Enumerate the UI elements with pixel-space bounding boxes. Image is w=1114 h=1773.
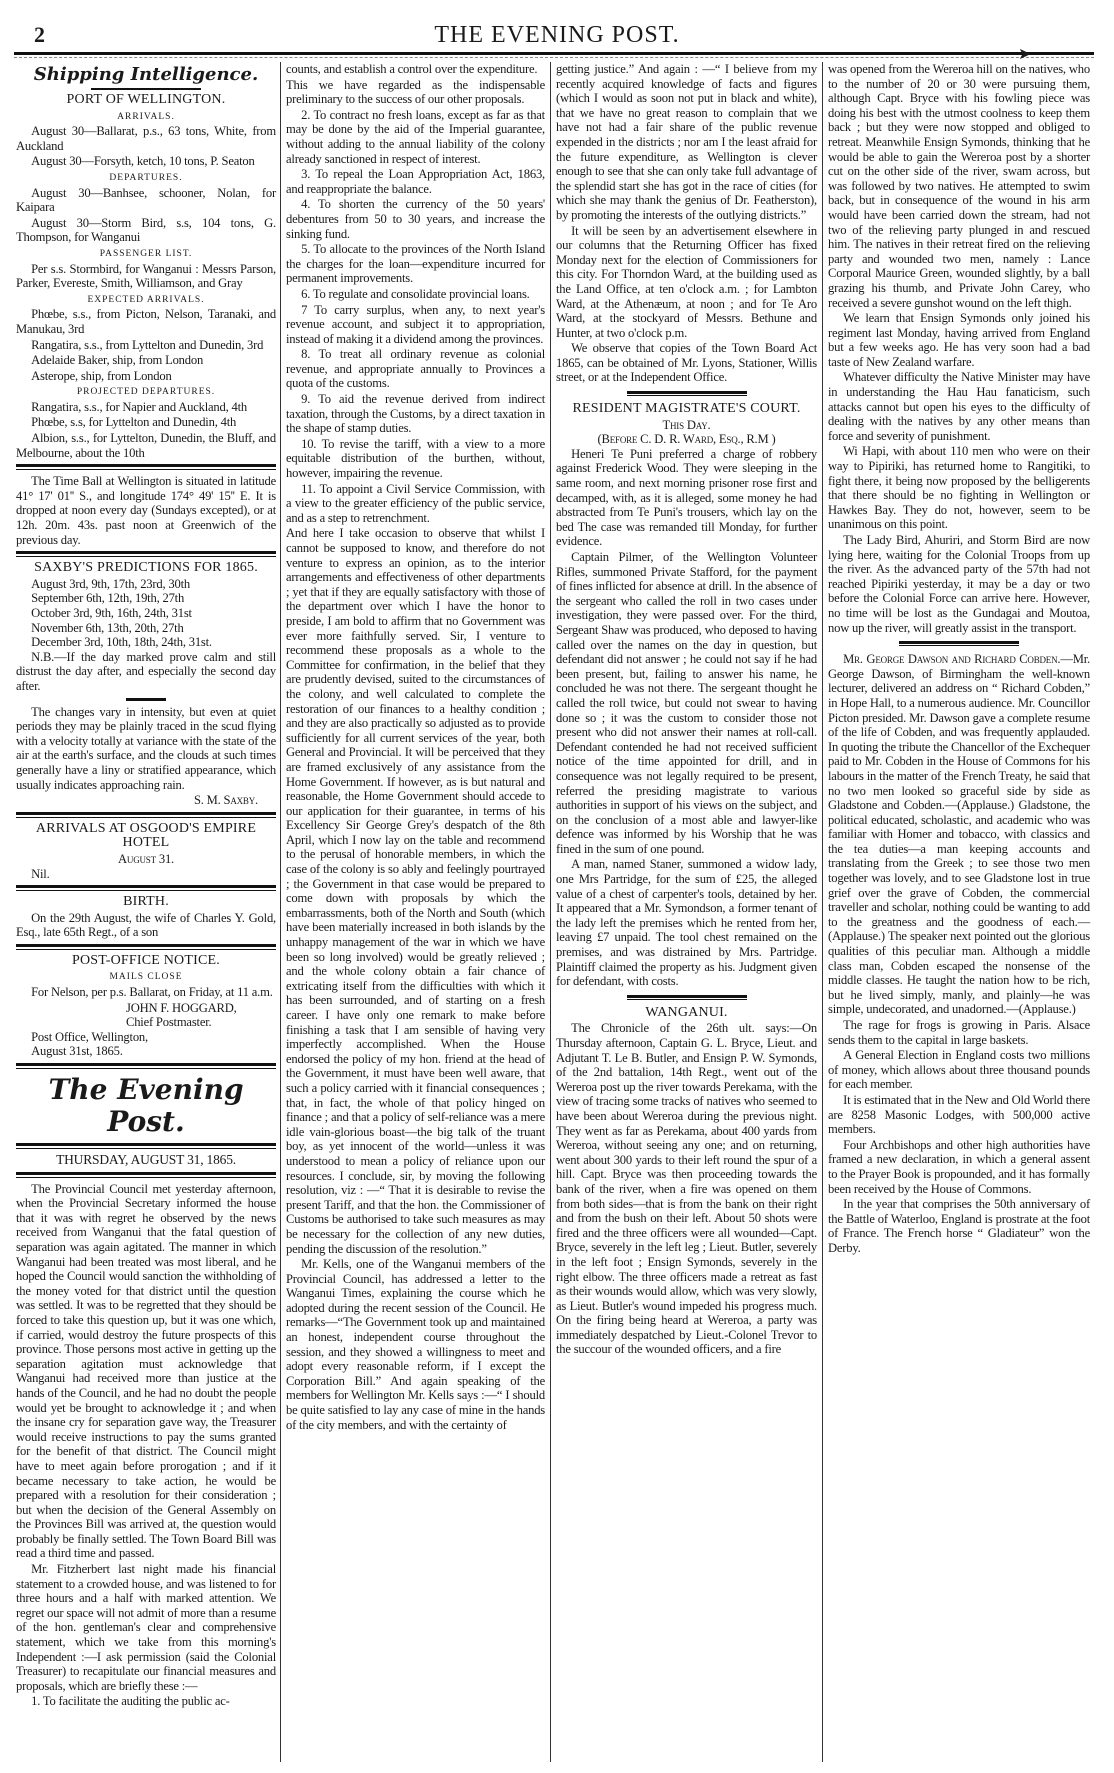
section-heading: BIRTH.: [123, 894, 169, 910]
article-paragraph: Whatever difficulty the Native Minister may have in understanding the Hau Hau fanaticism, such attacks cannot but open his eyes to the difficulty of dealing with the natives by any other means than force and severity of punishment.: [828, 370, 1090, 443]
text-line: August 3rd, 9th, 17th, 23rd, 30th: [31, 576, 190, 591]
ornament-divider: [91, 88, 201, 90]
article-divider: [627, 391, 747, 396]
subheading: MAILS CLOSE: [109, 972, 183, 983]
shipping-entry: Per s.s. Stormbird, for Wanganui : Messrs Parson, Parker, Evereste, Smith, Williamson, and Gray: [16, 261, 276, 291]
double-rule-divider: [16, 944, 276, 950]
article-paragraph: Wi Hapi, with about 110 men who were on their way to Pipiriki, has returned home to Rangitiki, to fight there, it being now proposed by the belligerents that there should be no fighting in Wellington or Hawkes Bay. They do not, however, seem to be unanimous on this point.: [828, 444, 1090, 532]
shipping-entry: Albion, s.s., for Lyttelton, Dunedin, the Bluff, and Melbourne, about the 10th: [16, 431, 276, 460]
article-body: —Mr. George Dawson, of Birmingham the well-known lecturer, delivered an address on “ Richard Cobden,” in Hope Hall, to a numerous audience. Mr. Councillor Picton presided. Mr. Dawson gave a complete resume of the life of Cobden, and was frequently applauded. In quoting the tribute the Chancellor of the Exchequer paid to Mr. Cobden in the House of Commons for his labours in the matter of the French Treaty, he said that no two men looked so graceful side by side as Gladstone and Cobden.—(Applause.) Gladstone, the political educated, scholastic, and academic who was familiar with Homer and tobacco, with classics and the tea duties—a man keeping accounts and translating from the Greek ; to see those two men together was lovely, and to see Gladstone lost in true grief over the grave of Cobden, the commercial traveller and scholar, nothing could be wanting to add to the greatness and the goodness of each.—(Applause.) The speaker next pointed out the glorious qualities of this peculiar man. Although a middle class man, Cobden escaped the nonsense of the middle classes. He taught the nation how to be rich, but he lived simply, manly, and plainly—he was simple, undecorated, and unadorned.—(Applause.): [828, 652, 1090, 1017]
article-paragraph: [828, 652, 1090, 1017]
text-line: September 6th, 12th, 19th, 27th: [31, 591, 185, 606]
subheading: PROJECTED DEPARTURES.: [76, 387, 216, 398]
section-title-blackletter: Shipping Intelligence.: [33, 64, 259, 85]
article-paragraph: 10. To revise the tariff, with a view to a more equitable distribution of the burthen, without, however, impairing the revenue.: [286, 436, 545, 481]
shipping-entry: Phœbe, s.s., from Picton, Nelson, Taranaki, and Manukau, 3rd: [16, 307, 276, 336]
column-3: [556, 62, 817, 1358]
subheading: EXPECTED ARRIVALS.: [87, 294, 205, 305]
signature: S. M. Saxby.: [193, 793, 258, 808]
masthead-dashed-rule: [14, 57, 1094, 58]
article-divider: [899, 641, 1019, 646]
article-paragraph: On the 29th August, the wife of Charles Y. Gold, Esq., late 65th Regt., of a son: [16, 910, 276, 940]
subheading: ARRIVALS.: [117, 111, 175, 122]
article-paragraph: 6. To regulate and consolidate provincial loans.: [301, 286, 530, 301]
text-line: November 6th, 13th, 20th, 27th: [31, 620, 184, 635]
article-paragraph: We observe that copies of the Town Board Act 1865, can be obtained of Mr. Lyons, Stationer, Willis street, or at the Independent Office.: [556, 341, 817, 385]
article-paragraph: 3. To repeal the Loan Appropriation Act, 1863, and reappropriate the balance.: [286, 167, 545, 196]
article-paragraph: The changes vary in intensity, but even at quiet periods they may be plainly traced in the scud flying with a velocity totally at variance with the state of the air at the earth's surface, and the clouds at such times generally have a liny or stratified appearance, which usually indicates approaching rain.: [16, 704, 276, 792]
text-line: December 3rd, 10th, 18th, 24th, 31st.: [31, 635, 212, 650]
article-paragraph: For Nelson, per p.s. Ballarat, on Friday, at 11 a.m.: [31, 985, 273, 1000]
subheading-date: This Day.: [662, 417, 711, 432]
article-paragraph: Four Archbishops and other high authorities have framed a new declaration, in which a general assent to the Prayer Book is propounded, and it has formally been received by the House of Commons.: [828, 1137, 1090, 1196]
double-rule-divider: [16, 464, 276, 470]
column-separator: [822, 62, 823, 1762]
article-paragraph: counts, and establish a control over the expenditure.: [286, 62, 538, 76]
article-paragraph: N.B.—If the day marked prove calm and still distrust the day after, and especially the second day after.: [16, 649, 276, 693]
article-paragraph: We learn that Ensign Symonds only joined his regiment last Monday, having arrived from England but a few weeks ago. He has very soon had a bad taste of New Zealand warfare.: [828, 311, 1090, 369]
article-lead-title: Mr. George Dawson and Richard Cobden.: [843, 652, 1061, 667]
subheading: PASSENGER LIST.: [99, 248, 193, 259]
article-paragraph: It is estimated that in the New and Old World there are 8258 Masonic Lodges, with 500,000 active members.: [828, 1092, 1090, 1137]
shipping-entry: Rangatira, s.s., from Lyttelton and Dunedin, 3rd: [31, 337, 264, 352]
double-rule-divider: [16, 1172, 276, 1178]
text-line: August 31st, 1865.: [31, 1044, 123, 1059]
article-paragraph: was opened from the Wereroa hill on the natives, who to the number of 20 or 30 were pursuing them, although Capt. Bryce with his fowling piece was doing his best with the utmost coolness to keep them back ; but they were now stopped and obliged to retreat. Meanwhile Ensign Symonds, thinking that he would be able to gain the Wereroa post by a shorter cut on the other side of the river, swam across, but was followed by two natives. He attempted to swim back, but in consequence of the wound in his arm would have been carried down the stream, had not two of the relieving party plunged in and rescued him. The natives in their retreat fired on the relieving party and wounded two men, namely : Lance Corporal Maurice Green, wounded slightly, by a ball grazing his thumb, and Private John Carey, who received a severe gunshot wound on the left thigh.: [828, 62, 1090, 310]
subheading-date: August 31.: [118, 851, 174, 866]
article-paragraph: 1. To facilitate the auditing the public ac-: [31, 1694, 230, 1709]
issue-dateline: THURSDAY, AUGUST 31, 1865.: [56, 1152, 236, 1168]
signature-line: Chief Postmaster.: [126, 1015, 212, 1030]
section-heading: ARRIVALS AT OSGOOD'S EMPIRE HOTEL: [35, 820, 257, 851]
article-paragraph: The Chronicle of the 26th ult. says:—On Thursday afternoon, Captain G. L. Bryce, Lieut. and Adjutant T. Le B. Butler, and Ensign P. W. Symonds, of the 2nd battalion, 14th Regt., went out of the Wereroa post up the river towards Perekama, with the view of tracing some tracks of natives who seemed to have been about Wereroa during the previous night. They went as far as Perekama, about 400 yards from Wereroa, without seeing any one; and on returning, went about 300 yards to their left round the spur of a hill. Capt. Bryce was then proceeding towards the bank of the river, when a fire was opened on them from both sides—that is from the bank on their right and from the bush on their left. About 50 shots were fired and the three officers were all wounded—Capt. Bryce, severely in the left leg ; Lieut. Butler, severely in the left foot ; Ensign Symonds, severely in the right elbow. The three officers made a retreat as fast as their wounds would allow, which was very slowly, as Lieut. Butler's wound impeded his progress much. On the firing being heard at Wereroa, a party was immediately despatched by Lieut.-Colonel Trevor to the succour of the wounded officers, and a fire: [556, 1021, 817, 1357]
article-paragraph: This we have regarded as the indispensable preliminary to the success of our other proposals.: [286, 77, 545, 107]
article-paragraph: The rage for frogs is growing in Paris. Alsace sends them to the capital in large baskets.: [828, 1018, 1090, 1047]
section-heading: WANGANUI.: [645, 1004, 728, 1020]
signature-line: JOHN F. HOGGARD,: [126, 1000, 237, 1015]
text-line: Post Office, Wellington,: [31, 1029, 148, 1044]
column-2: [286, 62, 545, 1433]
column-1: [16, 62, 276, 1710]
article-paragraph: Captain Pilmer, of the Wellington Volunteer Rifles, summoned Private Stafford, for the payment of fines inflicted for absence at drill. In the absence of the sergeant who called the roll in two cases under investigation, they were passed over. For the third, Sergeant Shaw was produced, who deposed to having called over the names on the day in question, but defendant did not answer ; he could not say if he had been present, but, failing to answer his name, he concluded he was not there. The sergeant thought he called the roll twice, but could not swear to having done so ; it was the custom to consider those not present who did not answer their names at roll-call. Defendant contended he had not received sufficient notice of the time appointed for drill, and in consequence was not legally required to be present, referred the presiding magistrate to various authorities in support of his views on the subject, and on the conclusion of a most able and lawyer-like defence was informed by his Worship that he was fined in the sum of one pound.: [556, 550, 817, 856]
subheading: DEPARTURES.: [109, 172, 183, 183]
shipping-entry: August 30—Storm Bird, s.s, 104 tons, G. Thompson, for Wanganui: [16, 215, 276, 245]
article-paragraph: The Provincial Council met yesterday afternoon, when the Provincial Secretary informed the house that it was with regret he observed by the news received from Wanganui that the fatal question of separation was again agitated. The manner in which Wanganui had been treated was most liberal, and he hoped the Council would sanction the withholding of the money voted for that district until the question was settled. It was to be regretted that they should be forced to take this question up, but it was one which, if carried, would destroy the future prospects of this province. Those persons most active in getting up the separation agitation must acknowledge that Wanganui had received more than justice at the hands of the Council, and he had no doubt the people would yet be brought to acknowledge it ; and when the insane cry for separation gave way, the Treasurer would receive instructions to pay the sums granted for the benefit of that district. The Council might have to meet again before prorogation ; and if it became necessary to take action, he would be prepared with a resolution for their consideration ; but when the decision of the General Assembly on the Provinces Bill was arrived at, the question would probably be finally settled. The Town Board Bill was read a third time and passed.: [16, 1181, 276, 1561]
column-separator: [280, 62, 281, 1762]
article-paragraph: The Time Ball at Wellington is situated in latitude 41° 17' 01'' S., and longitude 174° 49' 15'' E. It is dropped at noon every day (Sundays excepted), or at 12h. 20m. 43s. past noon at Greenwich of the previous day.: [16, 474, 276, 547]
section-heading: SAXBY'S PREDICTIONS FOR 1865.: [34, 560, 258, 576]
double-rule-divider: [16, 1143, 276, 1149]
section-heading: PORT OF WELLINGTON.: [66, 92, 226, 107]
article-paragraph: 8. To treat all ordinary revenue as colonial revenue, and appropriate annually to Provinces a quota of the customs.: [286, 347, 545, 391]
shipping-entry: Asterope, ship, from London: [31, 368, 172, 383]
article-paragraph: 11. To appoint a Civil Service Commission, with a view to the greater efficiency of the public service, and as a step to retrenchment.: [286, 481, 545, 525]
article-paragraph: Heneri Te Puni preferred a charge of robbery against Frederick Wood. They were sleeping in the same room, and next morning prisoner rose first and decamped, with, as it is alleged, some money he had abstracted from Te Puni's trousers, which lay on the bed The case was remanded till Monday, for further evidence.: [556, 446, 817, 549]
article-paragraph: 4. To shorten the currency of the 50 years' debentures from 50 to 30 years, and increase the sinking fund.: [286, 197, 545, 241]
article-paragraph: Nil.: [31, 866, 50, 881]
article-paragraph: It will be seen by an advertisement elsewhere in our columns that the Returning Officer has fixed Monday next for the election of Commissioners for this city. For Thorndon Ward, at the building used as the Land Office, at ten o'clock a.m. ; for Lambton Ward, at the Athenæum, at noon ; and for Te Aro Ward, at the stockyard of Messrs. Bethune and Hunter, at two o'clock p.m.: [556, 223, 817, 340]
section-heading: POST-OFFICE NOTICE.: [72, 952, 220, 968]
section-heading: RESIDENT MAGISTRATE'S COURT.: [572, 401, 801, 417]
article-paragraph: 9. To aid the revenue derived from indirect taxation, through the Customs, by a direct taxation in the shape of stamp duties.: [286, 392, 545, 436]
double-rule-divider: [16, 812, 276, 818]
shipping-entry: August 30—Banhsee, schooner, Nolan, for Kaipara: [16, 185, 276, 215]
newspaper-masthead: THE EVENING POST.: [434, 22, 680, 48]
arrow-ornament-icon: ➤: [1018, 46, 1032, 63]
shipping-entry: August 30—Forsyth, ketch, 10 tons, P. Seaton: [31, 154, 255, 169]
article-paragraph: In the year that comprises the 50th anniversary of the Battle of Waterloo, England is prostrate at the foot of France. The French horse “ Gladiateur” won the Derby.: [828, 1197, 1090, 1255]
newspaper-nameplate: The Evening Post.: [48, 1073, 244, 1139]
page-number: 2: [34, 22, 45, 47]
article-paragraph: Mr. Kells, one of the Wanganui members of the Provincial Council, has addressed a letter to the Wanganui Times, explaining the course which he adopted during the recent session of the Council. He remarks—“The Government took up and maintained an honest, independent course throughout the session, and they showed a willingness to meet and adopt every reasonable reform, if I except the Corporation Bill.” And again speaking of the members for Wellington Mr. Kells says :—“ I should be quite satisfied to lay any case of mine in the hands of the city members, and with the certainty of: [286, 1257, 545, 1432]
text-line: October 3rd, 9th, 16th, 24th, 31st: [31, 606, 192, 620]
article-paragraph: getting justice.” And again : —“ I believe from my recently acquired knowledge of facts and figures (which I would as soon not put in black and white), that we have no great reason to complain that we have not had a fair share of the public revenue expended in the districts ; nor am I the least afraid for the future expenditure, as Wellington is clever enough to see that she can only take full advantage of the splendid start she has got in the race of cities (for which she may thank the genius of Dr. Featherston), by promoting the interests of the outlying districts.”: [556, 62, 817, 222]
masthead-rule: [14, 52, 1094, 55]
shipping-entry: Rangatira, s.s., for Napier and Auckland, 4th: [31, 399, 247, 414]
double-rule-divider: [16, 1063, 276, 1069]
column-separator: [550, 62, 551, 1762]
court-bench-line: (Before C. D. R. Ward, Esq., R.M ): [597, 432, 776, 447]
shipping-entry: August 30—Ballarat, p.s., 63 tons, White, from Auckland: [16, 124, 276, 153]
short-rule-divider: [126, 698, 166, 701]
article-paragraph: 5. To allocate to the provinces of the North Island the charges for the loan—expenditure incurred for permanent improvements.: [286, 242, 545, 286]
article-paragraph: 7 To carry surplus, when any, to next year's revenue account, and subject it to appropriation, instead of making it a dividend among the provinces.: [286, 302, 545, 346]
column-4: [828, 62, 1090, 1257]
article-paragraph: Mr. Fitzherbert last night made his financial statement to a crowded house, and was listened to for three hours and a half with marked attention. We regret our space will not admit of more than a resume of the hon. gentleman's clear and comprehensive statement, which we take from this morning's Independent :—I ask permission (said the Colonial Treasurer) to recapitulate our financial measures and proposals, which are briefly these :—: [16, 1562, 276, 1693]
double-rule-divider: [16, 551, 276, 557]
article-paragraph: 2. To contract no fresh loans, except as far as that may be done by the aid of the Imperial guarantee, without adding to the annual liability of the colony already sanctioned in respect of interest.: [286, 107, 545, 166]
double-rule-divider: [16, 885, 276, 891]
article-paragraph: A man, named Staner, summoned a widow lady, one Mrs Partridge, for the sum of £25, the alleged value of a chest of carpenter's tools, detained by her. It appeared that a Mr. Symondson, a former tenant of the lady left the premises which he rented from her, leaving £7 unpaid. The tool chest remained on the premises, and was distrained by Mrs. Partridge. Plaintiff claimed the property as his. Judgment given for defendant, with costs.: [556, 857, 817, 989]
shipping-entry: Adelaide Baker, ship, from London: [31, 353, 204, 368]
article-paragraph: The Lady Bird, Ahuriri, and Storm Bird are now lying here, waiting for the Colonial Troops from up the river. As the advanced party of the 57th had not reached Pipiriki yesterday, it may be a day or two before the Colonial Force can arrive here. However, no time will be lost as the Gundagai and Moutoa, now up the river, will greatly assist in the transport.: [828, 533, 1090, 635]
article-paragraph: And here I take occasion to observe that whilst I cannot be supposed to know, and therefore do not venture to express an opinion, as to the interior arrangements and effectiveness of other departments ; yet that if they are equally satisfactory with those of the department over which I have the honor to preside, I am bold to affirm that no Government was ever more faithfully served. Sir, I venture to recommend these proposals as a whole to the Committee for confirmation, in the belief that they are prudently devised, suited to the circumstances of the colony, and well calculated to complete the restoration of our finances to a healthy condition ; and they are also practically so adjusted as to provide sufficiently for all current services of the year, both General and Provincial. It will be perceived that they are framed exclusively of any assistance from the Home Government. If however, as is but natural and reasonable, the Home Government should accede to our application for their guarantee, in terms of his Excellency Sir George Grey's despatch of the 8th April, which I now lay on the table and recommend to the perusal of honorable members, in which the case of the colony is so ably and feelingly pourtrayed ; the Government in that case would be prepared to come down with proposals by which the embarrassments, both of the North and South (which have been materially increased in both islands by the unhappy management of the war in which we have been so long involved) would be greatly relieved ; and the whole colony obtain a fair chance of extricating itself from the difficulties with which it has been surrounded, and of starting on a fresh career. I have only one remark to make before finishing a task that I am sensible of having very imperfectly accomplished. When the House endorsed the policy of my hon. friend at the head of the Government, it must have been well aware, that such a policy carried with it financial consequences ; that, in fact, the whole of that policy hinged on finance ; and that a policy of self-reliance was a mere idle vain-glorious boast—the big talk of the truant boy, as yet innocent of the world—unless it was understood to mean a policy of reliance upon our resources. I conclude, sir, by moving the following resolution, viz : —“ That it is desirable to revise the present Tariff, and that the hon. the Commissioner of Customs be authorised to take such measures as may be necessary for the collection of any new duties, pending the discussion of the resolution.”: [286, 526, 545, 1256]
shipping-entry: Phœbe, s.s, for Lyttelton and Dunedin, 4th: [31, 415, 237, 430]
article-paragraph: A General Election in England costs two millions of money, which allows about three thousand pounds for each member.: [828, 1048, 1090, 1092]
article-divider: [627, 995, 747, 1000]
